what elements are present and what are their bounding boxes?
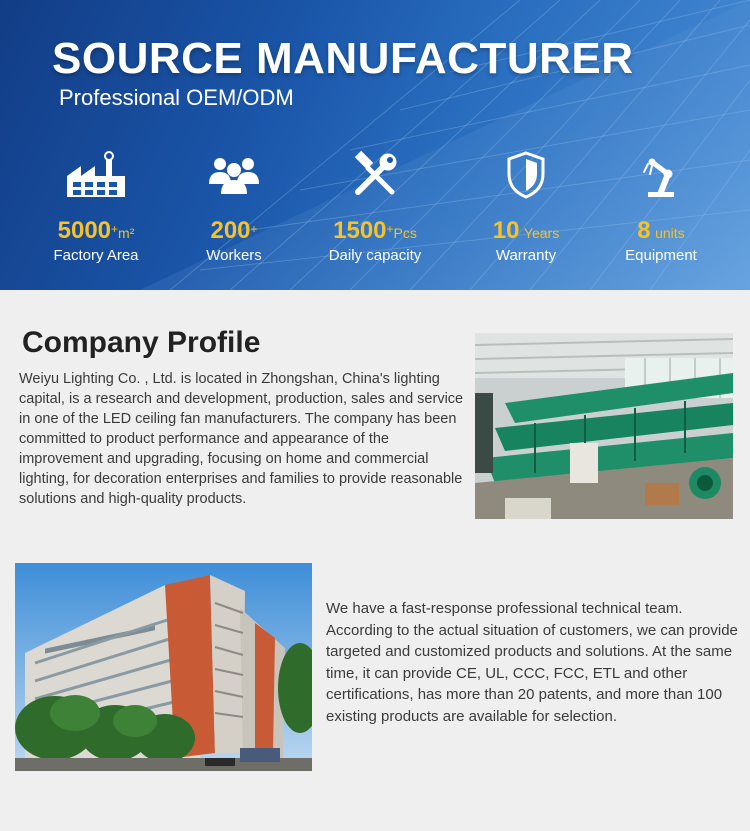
stat-workers bbox=[164, 150, 304, 264]
stat-value: 8 units bbox=[637, 217, 685, 244]
stat-label: Daily capacity bbox=[328, 247, 422, 264]
stat-label: Warranty bbox=[495, 247, 557, 264]
company-profile-text: Weiyu Lighting Co. , Ltd. is located in Zhongshan, China's lighting capital, is a research and development, production, sales and service in one of the LED ceiling fan manufacturers. The company has been committed to product performance and appearance of the improvement and upgrading, focusing on home and commercial lighting, for decoration enterprises and families to provide reasonable solutions and high-quality products. bbox=[19, 371, 464, 507]
factory-floor-photo bbox=[475, 333, 733, 519]
hero-title: SOURCE MANUFACTURER bbox=[52, 34, 634, 83]
stat-value: 200+ bbox=[210, 217, 258, 244]
stat-warranty bbox=[456, 150, 596, 264]
company-profile-title: Company Profile bbox=[22, 326, 261, 359]
stat-value: 5000+m² bbox=[57, 217, 135, 244]
stat-equipment bbox=[591, 150, 731, 264]
stat-factory-area bbox=[26, 150, 166, 264]
shield-icon bbox=[504, 150, 548, 200]
hero-banner bbox=[0, 0, 750, 290]
company-building-photo bbox=[15, 563, 312, 771]
stat-label: Workers bbox=[206, 247, 262, 264]
tools-icon bbox=[350, 150, 400, 200]
stat-value: 10 Years bbox=[492, 217, 560, 244]
hero-subtitle: Professional OEM/ODM bbox=[59, 85, 294, 110]
stat-label: Factory Area bbox=[53, 247, 139, 264]
workers-icon bbox=[206, 150, 262, 200]
stat-value: 1500+Pcs bbox=[333, 217, 417, 244]
stat-daily-capacity bbox=[305, 150, 445, 264]
stat-label: Equipment bbox=[625, 247, 697, 264]
robot-arm-icon bbox=[638, 150, 684, 200]
technical-team-text: We have a fast-response professional technical team. According to the actual situation of customers, we can provide targeted and customized products and solutions. At the same time, it can provide CE, UL, CCC, FCC, ETL and other certifications, has more than 20 patents, and more than 100 existing products are available for selection. bbox=[326, 600, 738, 725]
factory-icon bbox=[61, 150, 131, 200]
